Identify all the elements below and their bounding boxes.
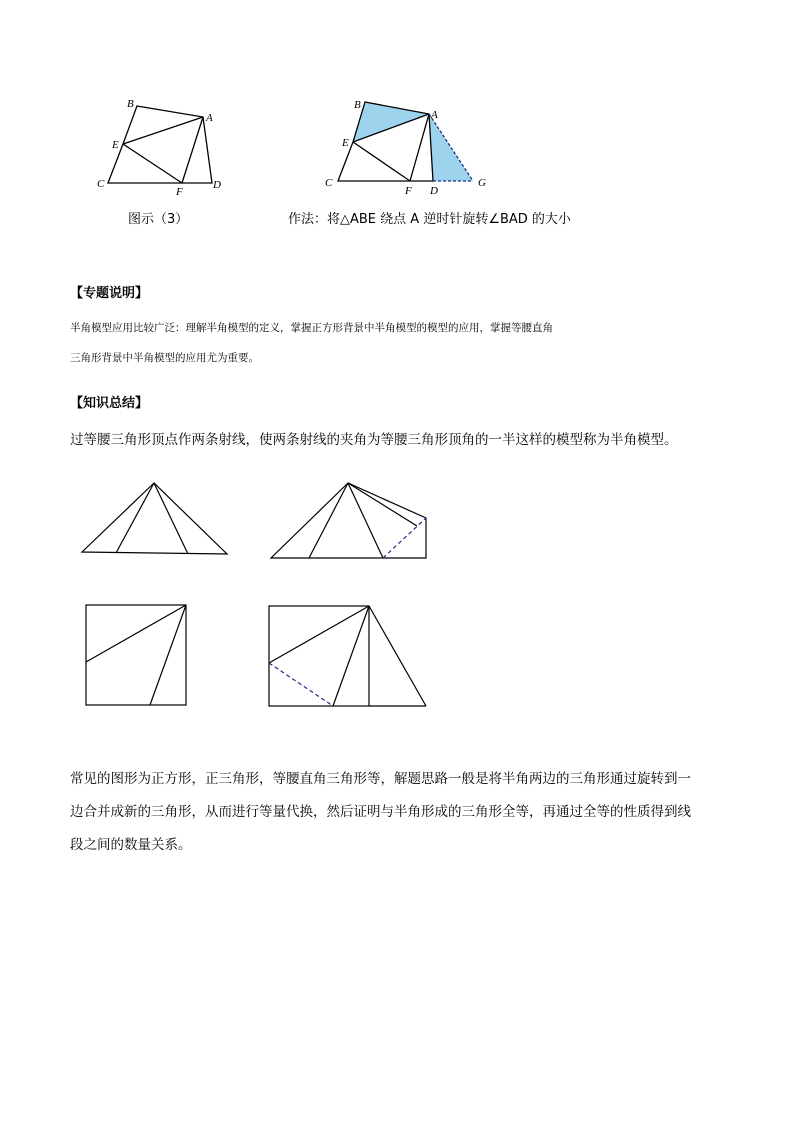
half-angle-definition: 过等腰三角形顶点作两条射线，使两条射线的夹角为等腰三角形顶角的一半这样的模型称为半角模型。 [70, 432, 678, 448]
figure-caption-left: 图示（3） [128, 212, 189, 227]
figure-half-angle-triangle [78, 478, 233, 560]
point-label-f: F [405, 185, 412, 197]
section-heading-topic: 【专题说明】 [70, 286, 149, 301]
figure-lines [82, 483, 227, 554]
dashed-line [269, 663, 333, 706]
figure-lines [269, 606, 426, 706]
point-label-b: B [354, 99, 361, 111]
point-label-g: G [478, 177, 486, 189]
summary-line-2: 边合并成新的三角形，从而进行等量代换，然后证明与半角形成的三角形全等，再通过全等的性质得到线 [70, 804, 691, 820]
point-label-f: F [176, 186, 183, 198]
point-label-b: B [127, 98, 134, 110]
point-label-d: D [430, 185, 438, 197]
point-label-a: A [431, 109, 438, 121]
topic-description [70, 313, 740, 373]
point-label-e: E [112, 139, 119, 151]
section-heading-summary: 【知识总结】 [70, 396, 149, 411]
summary-line-1: 常见的图形为正方形，正三角形，等腰直角三角形等，解题思路一般是将半角两边的三角形通过旋转到一 [70, 771, 691, 787]
topic-line-1: 半角模型应用比较广泛：理解半角模型的定义，掌握正方形背景中半角模型的模型的应用，掌握等腰直角 [70, 322, 553, 334]
point-label-c: C [97, 178, 105, 190]
dashed-line [383, 518, 426, 558]
summary-paragraph [70, 763, 730, 862]
point-label-a: A [206, 112, 213, 124]
figure-half-angle-square [84, 603, 190, 709]
figure-half-angle-triangle-rotated [266, 478, 431, 563]
figure-rotation-construction [318, 95, 498, 200]
figure-quadrilateral-3 [90, 95, 240, 200]
figure-lines [271, 483, 426, 558]
summary-line-3: 段之间的数量关系。 [70, 837, 192, 853]
figure-caption-right: 作法：将△ABE 绕点 A 逆时针旋转∠BAD 的大小 [288, 212, 571, 227]
point-label-e: E [342, 137, 349, 149]
topic-line-2: 三角形背景中半角模型的应用尤为重要。 [70, 352, 259, 364]
figure-half-angle-square-rotated [266, 603, 431, 711]
point-label-d: D [213, 179, 221, 191]
figure-lines [108, 106, 212, 183]
figure-lines [86, 605, 186, 705]
shaded-triangle-abe [353, 102, 429, 142]
point-label-c: C [325, 177, 333, 189]
